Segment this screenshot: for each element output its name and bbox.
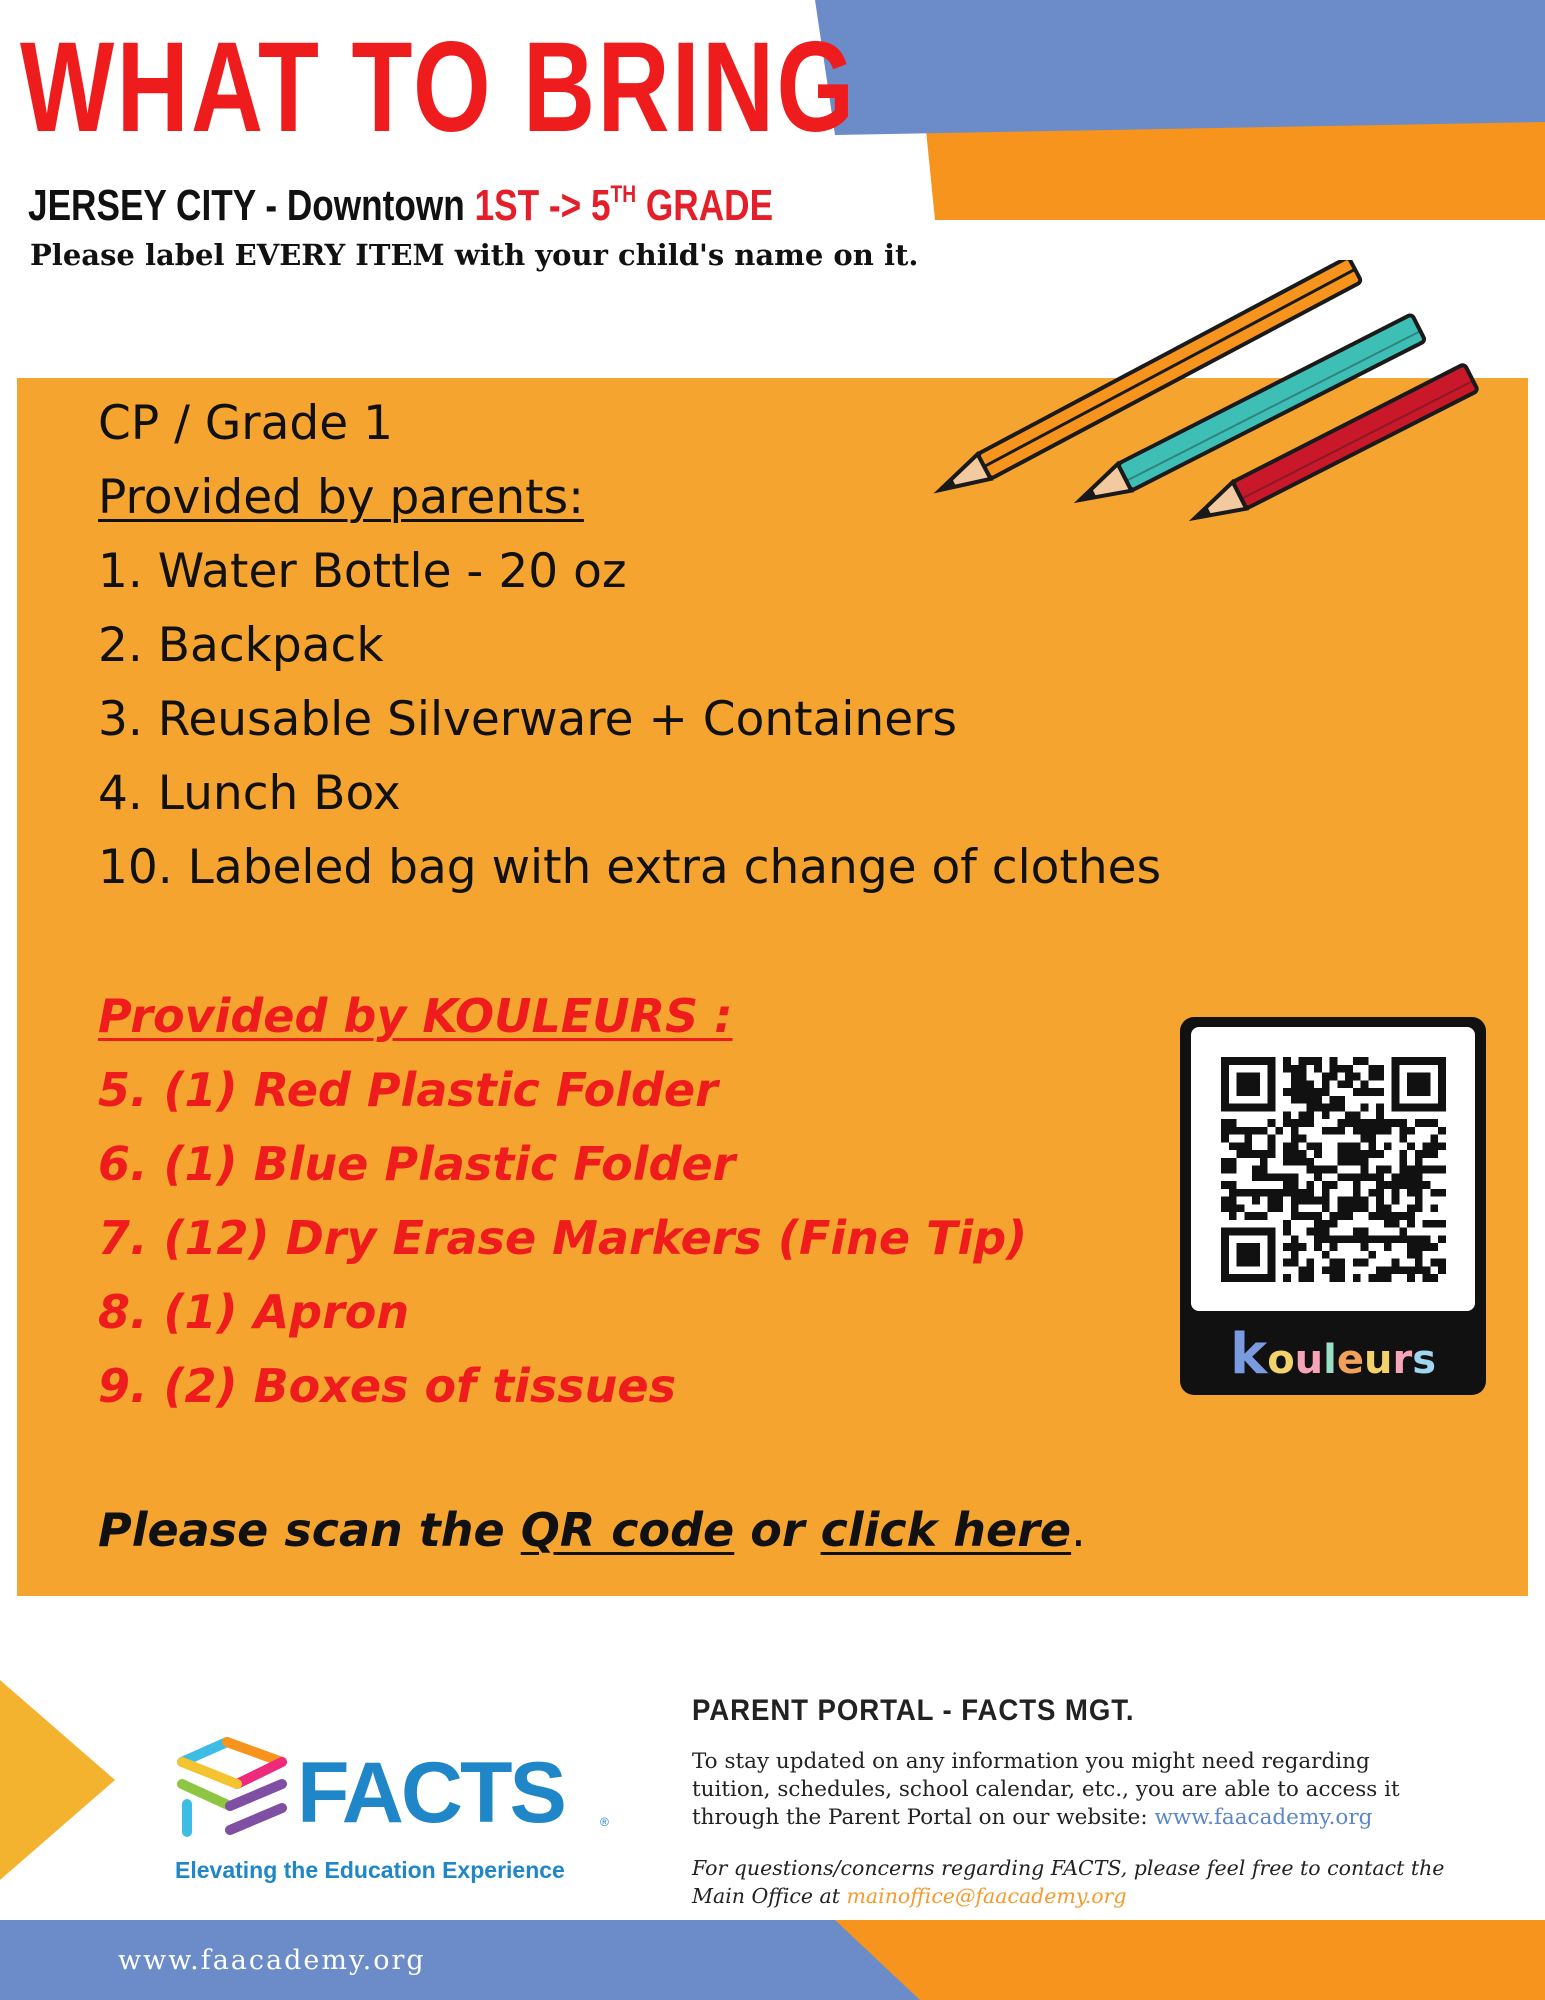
grade-range-start: 1ST -> 5 (474, 181, 611, 230)
grade-range (475, 181, 773, 230)
facts-logo (172, 1732, 612, 1842)
page-subtitle (28, 168, 773, 233)
list-item: 3. Reusable Silverware + Containers (98, 692, 957, 747)
registered-mark: ® (600, 1815, 609, 1829)
contact-text: For questions/concerns regarding FACTS, please feel free to contact the Main Office at (692, 1856, 1445, 1908)
list-item: 8. (1) Apron (98, 1285, 410, 1339)
kouleurs-letter: s (1412, 1337, 1437, 1383)
scan-instruction (98, 1500, 1086, 1560)
parent-portal-body (692, 1748, 1452, 1832)
parent-portal-title: PARENT PORTAL - FACTS MGT. (692, 1694, 1135, 1727)
footer-website-url[interactable]: www.faacademy.org (118, 1945, 426, 1976)
header-blue-shape (815, 0, 1545, 135)
footer-yellow-triangle (0, 1680, 115, 1880)
website-link[interactable]: www.faacademy.org (1154, 1805, 1373, 1830)
facts-logo-mark-icon (182, 1742, 282, 1832)
parent-portal-text: To stay updated on any information you might need regarding tuition, schedules, school calendar, etc., you are able to access it through the Parent Portal on our website: (692, 1749, 1400, 1830)
kouleurs-letter: r (1392, 1337, 1413, 1383)
list-item: 6. (1) Blue Plastic Folder (98, 1137, 736, 1191)
page-title: WHAT TO BRING (20, 16, 857, 159)
qr-code-icon[interactable] (1221, 1057, 1446, 1282)
grade-superscript: TH (610, 181, 637, 208)
pencils-icon (920, 260, 1480, 530)
parent-portal-contact (692, 1854, 1472, 1910)
kouleurs-letter: e (1336, 1337, 1365, 1383)
qr-code-link[interactable]: QR code (520, 1503, 735, 1557)
list-item: 4. Lunch Box (98, 766, 401, 821)
list-item: 2. Backpack (98, 618, 384, 673)
kouleurs-letter: u (1294, 1337, 1324, 1383)
parents-heading: Provided by parents: (98, 470, 584, 525)
grade-range-end: GRADE (636, 181, 774, 230)
list-item: 7. (12) Dry Erase Markers (Fine Tip) (98, 1211, 1028, 1265)
list-item: 5. (1) Red Plastic Folder (98, 1063, 718, 1117)
facts-tagline: Elevating the Education Experience (175, 1857, 565, 1883)
kouleurs-logo (1180, 1320, 1486, 1395)
scan-suffix: . (1071, 1503, 1086, 1557)
list-item: 1. Water Bottle - 20 oz (98, 544, 627, 599)
facts-logo-text: FACTS (297, 1745, 564, 1841)
kouleurs-letter: l (1323, 1337, 1337, 1383)
scan-prefix: Please scan the (98, 1503, 521, 1557)
label-instruction: Please label EVERY ITEM with your child's name on it. (30, 238, 919, 272)
location-text: JERSEY CITY - Downtown (28, 181, 465, 230)
email-link[interactable]: mainoffice@faacademy.org (846, 1884, 1127, 1908)
kouleurs-letter: k (1229, 1322, 1268, 1387)
kouleurs-letter: u (1364, 1337, 1393, 1383)
kouleurs-heading: Provided by KOULEURS : (98, 989, 733, 1043)
list-item: 9. (2) Boxes of tissues (98, 1359, 676, 1413)
scan-middle: or (734, 1503, 821, 1557)
kouleurs-letter: o (1267, 1337, 1295, 1383)
grade-label: CP / Grade 1 (98, 396, 394, 451)
click-here-link[interactable]: click here (820, 1503, 1072, 1557)
list-item: 10. Labeled bag with extra change of clothes (98, 840, 1162, 895)
footer-orange-shape (835, 1920, 1545, 2000)
